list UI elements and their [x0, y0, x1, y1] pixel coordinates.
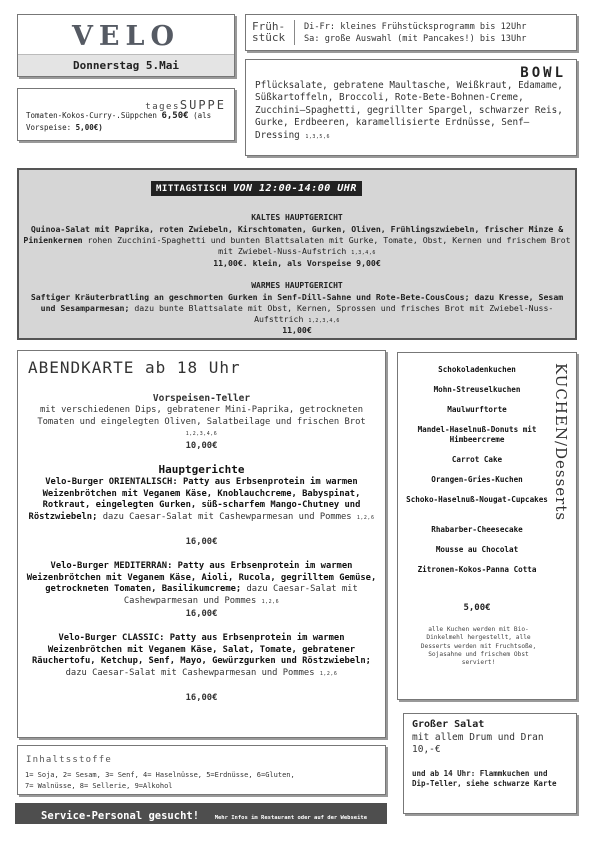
vorspeisen-teller-allergens: 1,2,3,4,6 — [185, 431, 218, 438]
bowl-title: BOWL — [520, 65, 566, 81]
burger-mediterran-price: 16,00€ — [185, 609, 218, 619]
kuchen-item: Rhabarber-Cheesecake — [431, 525, 523, 534]
mittagstisch-label: MITTAGSTISCH — [156, 184, 228, 194]
burger-orientalisch-allergens: 1,2,6 — [356, 514, 375, 521]
inhaltsstoffe-line-2: 7= Walnüsse, 8= Sellerie, 9=Alkohol — [25, 781, 173, 790]
inhaltsstoffe-list — [25, 770, 377, 791]
inhaltsstoffe-line-1: 1= Soja, 2= Sesam, 3= Senf, 4= Haselnüsse, 5=Erdnüsse, 6=Gluten, — [25, 771, 295, 779]
fruehstueck-divider — [294, 20, 295, 45]
burger-orientalisch-side: dazu Caesar-Salat mit Cashewparmesan und Pommes — [102, 511, 352, 522]
kaltes-hauptgericht-price: 11,00€. klein, als Vorspeise 9,00€ — [213, 258, 381, 268]
kaltes-hauptgericht-side: rohen Zucchini-Spaghetti und bunten Blattsalaten mit Gurke, Tomate, Obst, Kernen und frischem Brot mit Zwiebel-Nuss-Aufstrich — [87, 235, 571, 257]
menu-date: Donnerstag 5.Mai — [18, 54, 234, 76]
burger-orientalisch-main: Velo-Burger ORIENTALISCH: Patty aus Erbsenprotein im warmen Weizenbrötchen mit Veganem Käse, Knoblauchcreme, Babyspinat, Rotkraut, eingelegten Gurken, süß-scharfem Mango-Chutney und Röstzwiebeln; — [28, 477, 361, 522]
burger-orientalisch-price: 16,00€ — [185, 537, 218, 547]
mittagstisch-time: VON 12:00-14:00 UHR — [232, 183, 357, 194]
mittagstisch-panel — [17, 168, 577, 340]
restaurant-logo: VELO — [71, 21, 181, 52]
fruehstueck-title-line-1: Früh- — [252, 20, 286, 33]
tagessuppe-title-big: SUPPE — [179, 98, 226, 112]
kaltes-hauptgericht-description — [23, 224, 571, 260]
abendkarte-title: ABENDKARTE ab 18 Uhr — [28, 358, 241, 377]
tagessuppe-price: 6,50€ — [161, 111, 189, 121]
kaltes-hauptgericht-dish: Quinoa-Salat mit Paprika, roten Zwiebeln, Kirschtomaten, Gurken, Oliven, Frühlingszwiebeln, frischer Minze & Pinienkernen — [23, 224, 564, 246]
abendkarte-panel — [17, 350, 386, 738]
tagessuppe-dish: Tomaten-Kokos-Curry-.Süppchen — [26, 111, 157, 120]
kuchen-item: Mandel-Haselnuß-Donuts mit Himbeercreme — [417, 425, 537, 444]
flammkuchen-note: und ab 14 Uhr: Flammkuchen und Dip-Teller, siehe schwarze Karte — [412, 769, 557, 788]
logo-panel — [17, 14, 235, 77]
bowl-description — [255, 80, 566, 143]
kuchen-item: Mousse au Chocolat — [435, 545, 519, 554]
kuchen-item: Mohn-Streuselkuchen — [433, 385, 521, 394]
service-personal-banner — [15, 803, 387, 824]
burger-classic-description — [22, 633, 381, 680]
warmes-hauptgericht-price: 11,00€ — [282, 325, 312, 335]
inhaltsstoffe-panel — [17, 745, 386, 795]
hauptgerichte-heading: Hauptgerichte — [158, 463, 245, 476]
fruehstueck-title — [252, 21, 285, 43]
warmes-hauptgericht-side: dazu bunte Blattsalate mit Obst, Kernen, Sprossen und frisches Brot mit Zwiebel-Nuss-Aufsttrich — [134, 303, 554, 325]
warmes-hauptgericht-description — [23, 292, 571, 328]
kuchen-item: Zitronen-Kokos-Panna Cotta — [417, 565, 537, 574]
tagessuppe-text — [26, 110, 228, 134]
mittagstisch-banner — [151, 181, 362, 196]
vorspeisen-teller-description — [22, 405, 381, 441]
fruehstueck-panel — [245, 14, 577, 51]
kuchen-item: Schoko-Haselnuß-Nougat-Cupcakes — [406, 495, 548, 504]
kuchen-item: Maulwurftorte — [447, 405, 507, 414]
tagessuppe-note: (als — [193, 111, 212, 120]
grosser-salat-panel — [403, 713, 577, 814]
bowl-allergens: 1,3,5,6 — [305, 133, 330, 140]
tagessuppe-vorspeise-label: Vorspeise: — [26, 123, 72, 132]
warmes-hauptgericht-allergens: 1,2,3,4,6 — [308, 318, 340, 325]
burger-classic-side: dazu Caesar-Salat mit Cashewparmesan und Pommes — [65, 667, 315, 678]
burger-mediterran-side: dazu Caesar-Salat mit Cashewparmesan und Pommes — [123, 584, 358, 606]
bowl-ingredients: Pflücksalate, gebratene Maultasche, Weißkraut, Edamame, Süßkartoffeln, Broccoli, Rote-Bete-Bohnen-Creme, Zucchini–Spaghetti, gegrillter Spargel, schwarzer Reis, Gurke, Erdbeeren, karamellisierte Erdnüsse, Senf—Dressing — [255, 80, 563, 141]
grosser-salat-title: Großer Salat — [412, 719, 485, 730]
grosser-salat-text: mit allem Drum und Dran 10,-€ — [412, 732, 544, 755]
bowl-panel — [245, 59, 577, 156]
warmes-hauptgericht-dish: Saftiger Kräuterbratling an geschmorten Gurken in Senf-Dill-Sahne und Rote-Bete-CousCous; dazu Kresse, Sesam und Sesamparmesan; — [30, 292, 564, 314]
burger-mediterran-description — [22, 561, 381, 608]
burger-classic-allergens: 1,2,6 — [319, 670, 338, 677]
burger-mediterran-allergens: 1,2,6 — [261, 598, 280, 605]
tagessuppe-vorspeise-price: 5,00€) — [75, 123, 103, 132]
kaltes-hauptgericht-heading: KALTES HAUPTGERICHT — [251, 213, 343, 222]
kuchen-item: Schokoladenkuchen — [438, 365, 516, 374]
vorspeisen-teller-heading: Vorspeisen-Teller — [152, 393, 251, 404]
kuchen-note: alle Kuchen werden mit Bio-Dinkelmehl hergestellt, alle Desserts werden mit Fruchtsoße, Sojasahne und frischem Obst serviert! — [420, 626, 537, 667]
vorspeisen-teller-price: 10,00€ — [185, 441, 218, 451]
tagessuppe-title-small: tages — [145, 102, 180, 112]
fruehstueck-hours-saturday: Sa: große Auswahl (mit Pancakes!) bis 13Uhr — [304, 34, 527, 44]
burger-classic-main: Velo-Burger CLASSIC: Patty aus Erbsenprotein im warmen Weizenbrötchen mit Veganem Käse, Salat, Tomate, gebratener Räuchertofu, Ketchup, Senf, Mayo, Gewürzgurken und Röstzwiebeln; — [32, 633, 371, 667]
inhaltsstoffe-title: Inhaltsstoffe — [26, 755, 113, 765]
vorspeisen-teller-text: mit verschiedenen Dips, gebratener Mini-Paprika, getrockneten Tomaten und eingelegten Oliven, Salatbeilage und frischen Brot — [37, 405, 366, 427]
fruehstueck-title-line-2: stück — [252, 31, 286, 44]
burger-mediterran-main: Velo-Burger MEDITERRAN: Patty aus Erbsenprotein im warmen Weizenbrötchen mit Veganem Käse, Aioli, Rucola, gegrilltem Gemüse, getrockneten Tomaten, Basilikumcreme; — [26, 561, 377, 595]
fruehstueck-hours — [304, 21, 526, 45]
warmes-hauptgericht-heading: WARMES HAUPTGERICHT — [251, 281, 343, 290]
burger-classic-price: 16,00€ — [185, 693, 218, 703]
kuchen-desserts-panel — [397, 352, 577, 700]
burger-orientalisch-description — [22, 477, 381, 524]
tagessuppe-panel — [17, 88, 235, 141]
service-personal-headline: Service-Personal gesucht! — [41, 810, 200, 822]
fruehstueck-hours-weekday: Di-Fr: kleines Frühstücksprogramm bis 12Uhr — [304, 22, 527, 32]
kuchen-price: 5,00€ — [463, 603, 491, 613]
kuchen-item: Orangen-Gries-Kuchen — [431, 475, 523, 484]
kuchen-item: Carrot Cake — [451, 455, 503, 464]
kaltes-hauptgericht-allergens: 1,3,4,6 — [351, 250, 376, 257]
service-personal-info: Mehr Infos im Restaurant oder auf der Webseite — [214, 815, 368, 821]
kuchen-desserts-title: KUCHEN/Desserts — [552, 363, 570, 522]
